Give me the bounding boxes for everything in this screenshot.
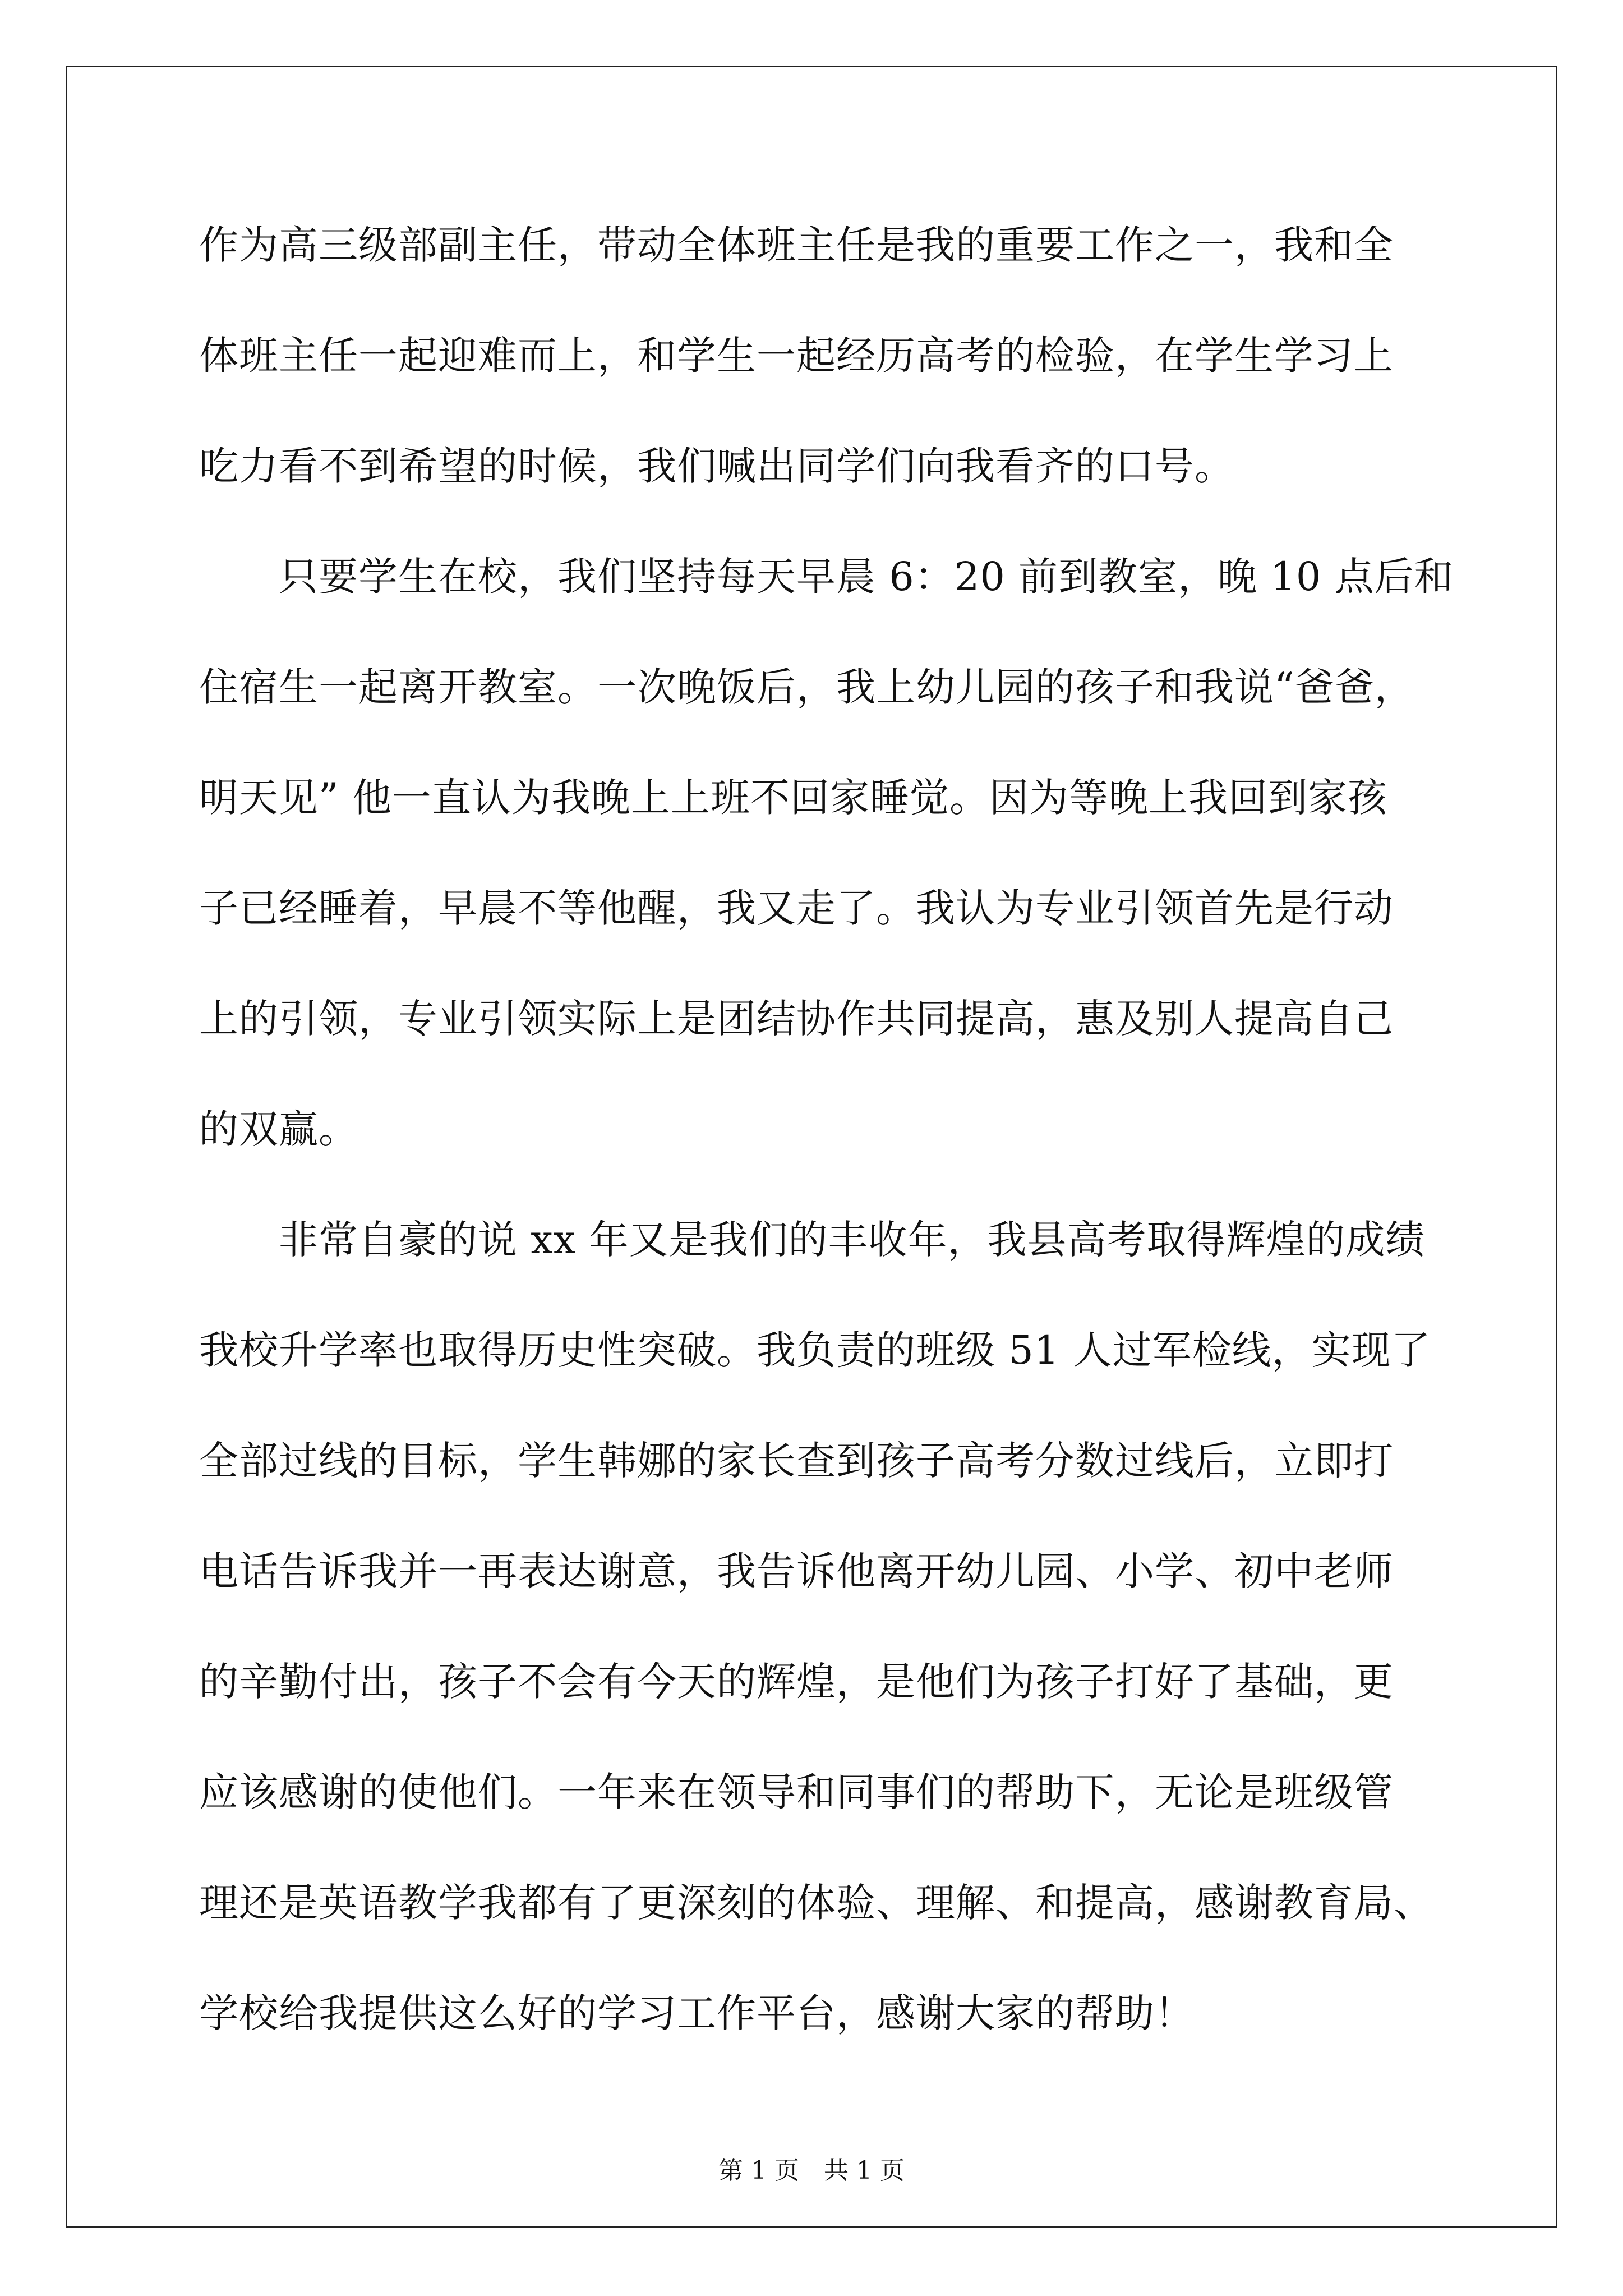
text-line: 我校升学率也取得历史性突破。我负责的班级 51 人过军检线，实现了	[199, 1327, 1431, 1373]
text-line: 电话告诉我并一再表达谢意，我告诉他离开幼儿园、小学、初中老师	[199, 1548, 1394, 1594]
text-line: 子已经睡着，早晨不等他醒，我又走了。我认为专业引领首先是行动	[199, 885, 1394, 931]
text-line: 明天见” 他一直认为我晚上上班不回家睡觉。因为等晚上我回到家孩	[199, 775, 1388, 821]
text-line: 住宿生一起离开教室。一次晚饭后，我上幼儿园的孩子和我说“爸爸，	[199, 664, 1414, 710]
text-line: 的辛勤付出，孩子不会有今天的辉煌，是他们为孩子打好了基础，更	[199, 1659, 1394, 1705]
text-line: 上的引领，专业引领实际上是团结协作共同提高，惠及别人提高自己	[199, 996, 1394, 1042]
text-line: 作为高三级部副主任，带动全体班主任是我的重要工作之一，我和全	[199, 222, 1394, 268]
text-line: 非常自豪的说 xx 年又是我们的丰收年，我县高考取得辉煌的成绩	[279, 1217, 1426, 1263]
text-line: 全部过线的目标，学生韩娜的家长查到孩子高考分数过线后，立即打	[199, 1438, 1394, 1484]
text-line: 应该感谢的使他们。一年来在领导和同事们的帮助下，无论是班级管	[199, 1769, 1394, 1815]
text-line: 吃力看不到希望的时候，我们喊出同学们向我看齐的口号。	[199, 443, 1234, 489]
text-line: 只要学生在校，我们坚持每天早晨 6：20 前到教室，晚 10 点后和	[279, 554, 1454, 600]
page-footer: 第 1 页 共 1 页	[718, 2156, 905, 2185]
text-line: 学校给我提供这么好的学习工作平台，感谢大家的帮助！	[199, 1990, 1195, 2036]
text-line: 体班主任一起迎难而上，和学生一起经历高考的检验，在学生学习上	[199, 333, 1394, 379]
text-line: 的双赢。	[199, 1106, 358, 1152]
text-line: 理还是英语教学我都有了更深刻的体验、理解、和提高，感谢教育局、	[199, 1880, 1433, 1926]
